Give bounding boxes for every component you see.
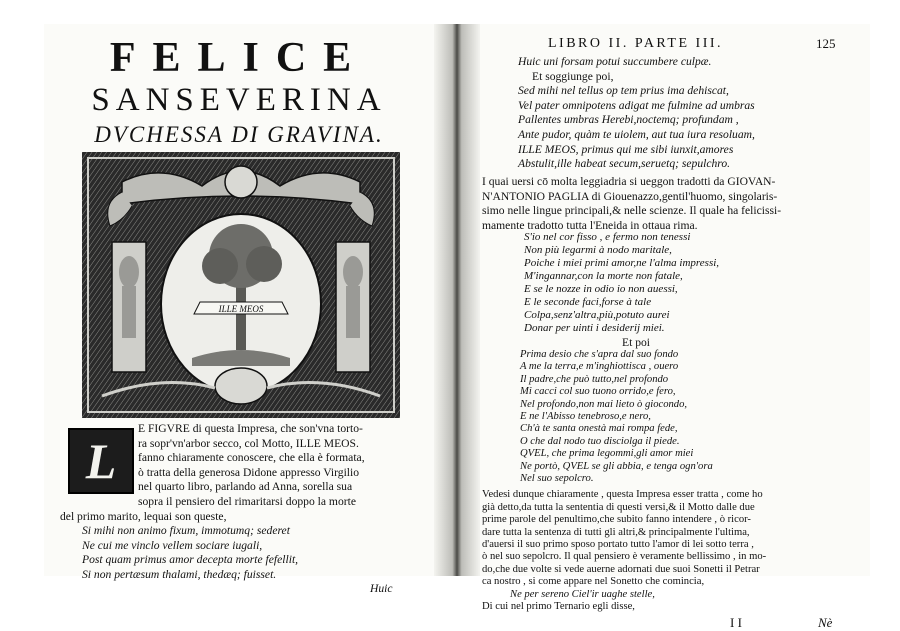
text-line: ò nel suo sepolcro. Il qual pensiero è veramente bellissimo , in mo- (482, 551, 767, 563)
left-page (44, 24, 434, 595)
text-line: nel quarto libro, parlando ad Anna, sorella sua (138, 480, 353, 494)
text-line: Vedesi dunque chiaramente , questa Impresa esser tratta , come ho (482, 489, 763, 501)
verse-line: Ne cui me vinclo vellem sociare iugali, (82, 538, 263, 552)
verse-line: S'io nel cor fisso , e fermo non tenessi (524, 231, 691, 243)
verse-line: Si non pertæsum thalami, thedæq; fuisset. (82, 568, 277, 581)
right-page-lower (480, 24, 870, 576)
running-head: LIBRO II. PARTE III. (548, 36, 724, 51)
text-line: ca nostro , si come appare nel Sonetto che comincia, (482, 576, 705, 588)
verse-line: Donar per uinti i desiderij miei. (524, 322, 665, 334)
page-subtitle: SANSEVERINA (91, 82, 387, 118)
verse-line: A me la terra,e m'inghiottisca , ouero (520, 361, 679, 373)
verse-line: Nel profondo,non mai lieto ò giocondo, (520, 398, 688, 410)
text-line: d'auersi il suo primo sposo portato tutto l'amor di lei sotto terra , (482, 539, 754, 550)
page-number: 125 (816, 36, 836, 51)
verse-line: Prima desio che s'apra dal suo fondo (520, 349, 679, 360)
verse-line: E se le nozze in odio io non auessi, (524, 283, 678, 295)
text-line: sopra il pensiero del rimaritarsi doppo la morte (138, 495, 356, 508)
text-line: prime parole del penultimo,che subito fanno intendere , ò ricor- (482, 514, 751, 526)
verse-line: Ne per sereno Ciel'ir uaghe stelle, (510, 588, 655, 600)
verse-line: ILLE MEOS, primus qui me sibi iunxit,amores (518, 142, 734, 156)
text-line: già detto,da tutta la sententia di questi versi,& il Motto dalle due (482, 501, 755, 513)
text-line: N'ANTONIO PAGLIA di Giouenazzo,gentil'huomo, singolaris- (482, 189, 778, 203)
verse-line: E le seconde faci,forse à tale (524, 296, 652, 308)
verse-line: Sed mihi nel tellus op tem prius ima dehiscat, (518, 84, 729, 98)
verse-line: E ne l'Abisso tenebroso,e nero, (520, 411, 651, 422)
verse-line: Non più legarmi à nodo maritale, (524, 244, 672, 256)
verse-line: Post quam primus amor decepta morte fefellit, (82, 553, 299, 567)
verse-line: Ch'à te santa onestà mai rompa fede, (520, 423, 678, 435)
verse-line: Nel suo sepolcro. (520, 473, 594, 484)
verse-line: O che dal nodo tuo disciolga il piede. (520, 435, 680, 447)
text-line: fanno chiaramente conoscere, che ella è formata, (138, 451, 365, 465)
page-title: FELICE (109, 35, 369, 81)
motto-banner-text: ILLE MEOS (218, 304, 264, 314)
verse-line: Vel pater omnipotens adigat me fulmine ad umbras (518, 98, 755, 112)
text-line: Et soggiunge poi, (532, 69, 614, 83)
text-line: del primo marito, lequai son queste, (60, 509, 227, 523)
catchword: Huic (370, 582, 393, 595)
text-line: ra sopr'vn'arbor secco, col Motto, ILLE MEOS. (138, 436, 359, 450)
text-line: mamente tradotto tutta l'Eneida in ottaua rima. (482, 218, 698, 232)
text-line: ò tratta della generosa Didone appresso Virgilio (138, 465, 360, 479)
signature-mark: I I (730, 615, 742, 631)
page-subtitle-2: DVCHESSA DI GRAVINA. (94, 122, 384, 147)
verse-line: Il padre,che può tutto,nel profondo (520, 373, 669, 385)
verse-line: M'ingannar,con la morte non fatale, (524, 270, 683, 282)
verse-line: Abstulit,ille habeat secum,seruetq; sepulchro. (518, 157, 731, 171)
verse-line: Huic uni forsam potui succumbere culpæ. (518, 55, 712, 68)
decorated-initial: L (68, 428, 134, 494)
verse-line: Si mihi non animo fixum, immotumq; sederet (82, 524, 290, 538)
text-line: Di cui nel primo Ternario egli disse, (482, 601, 635, 612)
text-line: simo nelle lingue principali,& nelle scienze. Il quale ha felicissi- (482, 204, 782, 218)
verse-line: Mi cacci col suo tuono orrido,e fero, (520, 386, 676, 398)
verse-line: Poiche i miei primi amor,ne l'alma impressi, (524, 257, 720, 269)
text-line: I quai uersi cō molta leggiadria si ueggon tradotti da GIOVAN- (482, 175, 776, 188)
text-line: dare tutta la sentenza di tutti gli altri,& principalmente l'ultima, (482, 526, 750, 538)
verse-line: Ne portò, QVEL se gli abbia, e tenga ogn'ora (520, 460, 713, 472)
verse-line: Colpa,senz'altra,più,potuto aurei (524, 309, 670, 321)
text-line: Et poi (622, 336, 651, 349)
verse-line: Pallentes umbras Herebi,noctemq; profundam , (518, 113, 739, 127)
verse-line: Ante pudor, quàm te uiolem, aut tua iura resoluam, (518, 128, 755, 141)
verse-line: QVEL, che prima legommi,gli amor miei (520, 448, 694, 460)
emblem-engraving (82, 152, 400, 418)
text-line: E FIGVRE di questa Impresa, che son'vna torto- (138, 422, 363, 435)
book-gutter (434, 24, 480, 576)
catchword: Nè (818, 615, 833, 631)
text-line: do,che due volte si vede auerne adornati due suoi Sonetti il Petrar (482, 563, 760, 575)
